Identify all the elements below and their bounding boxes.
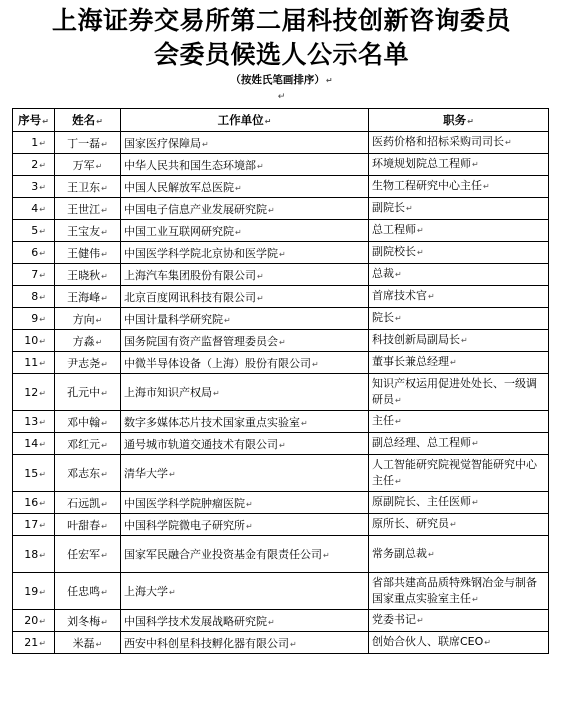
row-no (13, 632, 55, 654)
header-position-label: 职务 (443, 113, 467, 127)
row-position (369, 492, 549, 514)
row-unit-text: 中国医学科学院北京协和医学院 (124, 246, 278, 260)
row-position-text: 主任 (372, 414, 394, 427)
row-no (13, 514, 55, 536)
paragraph-mark-icon: ↵ (279, 440, 286, 450)
paragraph-mark-icon: ↵ (39, 469, 46, 479)
document-title-line-2: 会委员候选人公示名单 (153, 40, 409, 69)
row-name-text: 方向 (72, 312, 95, 326)
paragraph-mark-icon: ↵ (39, 271, 46, 280)
paragraph-mark-icon: ↵ (224, 315, 231, 325)
row-position (369, 264, 549, 286)
row-unit (121, 411, 369, 433)
paragraph-mark-icon: ↵ (417, 226, 424, 235)
row-position-text: 创始合伙人、联席CEO (372, 635, 484, 648)
row-unit (121, 308, 369, 330)
table-row (13, 308, 549, 330)
row-no (13, 411, 55, 433)
paragraph-mark-icon: ↵ (483, 182, 490, 191)
paragraph-mark-icon: ↵ (95, 337, 103, 347)
candidate-table-body (13, 132, 549, 654)
row-name (55, 492, 121, 514)
row-no (13, 536, 55, 573)
row-unit-text: 清华大学 (124, 467, 168, 480)
paragraph-mark-icon: ↵ (39, 440, 46, 449)
table-row (13, 573, 549, 610)
row-position-text: 科技创新局副局长 (372, 333, 460, 346)
paragraph-mark-icon: ↵ (505, 138, 512, 147)
row-unit-text: 西安中科创星科技孵化器有限公司 (124, 636, 289, 650)
paragraph-mark-icon: ↵ (39, 161, 46, 170)
row-unit-text: 国家军民融合产业投资基金有限责任公司 (124, 548, 322, 561)
row-position-text: 副院校长 (372, 245, 416, 258)
row-name-text: 方淼 (72, 334, 95, 348)
row-unit-text: 上海大学 (124, 585, 168, 598)
row-name (55, 455, 121, 492)
paragraph-mark-icon: ↵ (42, 117, 49, 126)
paragraph-mark-icon: ↵ (417, 248, 424, 257)
row-position (369, 154, 549, 176)
header-unit-label: 工作单位 (217, 113, 264, 127)
paragraph-mark-icon: ↵ (395, 476, 402, 486)
paragraph-mark-icon: ↵ (39, 249, 46, 258)
row-name-text: 任宏军 (67, 548, 101, 561)
paragraph-mark-icon: ↵ (301, 418, 308, 428)
row-name (55, 330, 121, 352)
row-name (55, 632, 121, 654)
header-no (13, 109, 55, 132)
row-no-text: 16 (24, 496, 39, 509)
table-row (13, 352, 549, 374)
paragraph-mark-icon: ↵ (279, 337, 286, 347)
row-name (55, 308, 121, 330)
paragraph-mark-icon: ↵ (467, 117, 474, 126)
row-unit-text: 中国科学院微电子研究所 (124, 518, 245, 532)
paragraph-mark-icon: ↵ (417, 616, 424, 625)
row-name-text: 王卫东 (67, 180, 101, 194)
row-position (369, 536, 549, 573)
row-no (13, 352, 55, 374)
table-row (13, 132, 549, 154)
paragraph-mark-icon: ↵ (279, 249, 286, 259)
paragraph-mark-icon: ↵ (213, 389, 220, 398)
table-header-row (13, 109, 549, 132)
row-no (13, 610, 55, 632)
paragraph-mark-icon: ↵ (202, 139, 209, 149)
row-no (13, 132, 55, 154)
paragraph-mark-icon: ↵ (406, 204, 413, 213)
row-unit (121, 264, 369, 286)
row-no-text: 15 (24, 466, 39, 480)
header-name-label: 姓名 (72, 113, 96, 127)
row-name (55, 536, 121, 573)
row-no (13, 573, 55, 610)
table-row (13, 176, 549, 198)
row-unit-text: 国家医疗保障局 (124, 136, 201, 150)
row-no-text: 8 (31, 290, 39, 303)
row-unit (121, 514, 369, 536)
paragraph-mark-icon: ↵ (39, 337, 46, 346)
paragraph-mark-icon: ↵ (246, 521, 253, 531)
row-name-text: 邓中翰 (67, 415, 101, 429)
row-name (55, 176, 121, 198)
row-name (55, 132, 121, 154)
row-name (55, 198, 121, 220)
paragraph-mark-icon: ↵ (39, 183, 46, 192)
table-row (13, 286, 549, 308)
paragraph-mark-icon: ↵ (257, 293, 264, 303)
paragraph-mark-icon: ↵ (39, 617, 46, 626)
paragraph-mark-icon: ↵ (101, 470, 108, 479)
paragraph-mark-icon: ↵ (395, 314, 402, 323)
paragraph-mark-icon: ↵ (101, 521, 108, 531)
row-position (369, 632, 549, 654)
row-name-text: 王健伟 (67, 246, 101, 260)
paragraph-mark-icon: ↵ (96, 117, 103, 126)
paragraph-mark-icon: ↵ (39, 293, 46, 302)
header-name (55, 109, 121, 132)
row-name-text: 叶甜春 (67, 518, 101, 532)
row-position (369, 176, 549, 198)
paragraph-mark-icon: ↵ (323, 551, 330, 560)
row-unit-text: 中微半导体设备（上海）股份有限公司 (124, 356, 311, 370)
row-unit (121, 198, 369, 220)
table-row (13, 330, 549, 352)
row-position-text: 董事长兼总经理 (372, 355, 449, 368)
row-name (55, 374, 121, 411)
row-unit (121, 610, 369, 632)
paragraph-mark-icon: ↵ (101, 588, 108, 597)
row-no-text: 19 (24, 584, 39, 598)
row-unit-text: 中国医学科学院肿瘤医院 (124, 496, 245, 510)
paragraph-mark-icon: ↵ (428, 549, 435, 559)
paragraph-mark-icon: ↵ (101, 499, 108, 509)
candidate-table (12, 108, 549, 654)
row-name (55, 352, 121, 374)
row-no (13, 154, 55, 176)
paragraph-mark-icon: ↵ (95, 161, 103, 171)
row-unit (121, 433, 369, 455)
paragraph-mark-icon: ↵ (101, 227, 108, 237)
paragraph-mark-icon: ↵ (246, 499, 253, 509)
paragraph-mark-icon: ↵ (101, 440, 108, 450)
table-row (13, 610, 549, 632)
paragraph-mark-icon: ↵ (101, 617, 108, 627)
row-no (13, 492, 55, 514)
paragraph-mark-icon: ↵ (325, 76, 333, 85)
row-name-text: 刘冬梅 (67, 614, 101, 628)
paragraph-mark-icon: ↵ (450, 358, 457, 367)
row-position (369, 308, 549, 330)
row-unit-text: 中国电子信息产业发展研究院 (124, 202, 267, 216)
row-no-text: 2 (31, 158, 39, 171)
paragraph-mark-icon: ↵ (95, 315, 103, 325)
row-unit-text: 上海汽车集团股份有限公司 (124, 268, 256, 282)
row-position-text: 原所长、研究员 (372, 517, 449, 530)
row-position-text: 副院长 (372, 201, 405, 214)
paragraph-mark-icon: ↵ (169, 470, 176, 479)
header-no-label: 序号 (18, 113, 42, 127)
paragraph-mark-icon: ↵ (39, 315, 46, 324)
paragraph-mark-icon: ↵ (101, 418, 108, 428)
row-no (13, 455, 55, 492)
row-position-text: 院长 (372, 311, 394, 324)
row-unit-text: 中国计量科学研究院 (124, 312, 223, 326)
table-row (13, 220, 549, 242)
row-position (369, 132, 549, 154)
paragraph-mark-icon: ↵ (277, 92, 286, 102)
header-position (369, 109, 549, 132)
table-row (13, 433, 549, 455)
paragraph-mark-icon: ↵ (39, 227, 46, 236)
row-name-text: 王晓秋 (67, 268, 101, 282)
row-no (13, 198, 55, 220)
paragraph-mark-icon: ↵ (290, 639, 297, 649)
paragraph-mark-icon: ↵ (472, 160, 479, 169)
document-subtitle (0, 73, 563, 88)
row-name (55, 573, 121, 610)
row-no-text: 11 (24, 356, 39, 369)
row-name-text: 王宝友 (67, 224, 101, 238)
row-no (13, 264, 55, 286)
subtitle-text: （按姓氏笔画排序） (230, 74, 325, 86)
paragraph-mark-icon: ↵ (39, 139, 46, 148)
row-no-text: 21 (24, 636, 39, 649)
table-row (13, 514, 549, 536)
row-no-text: 10 (24, 334, 39, 347)
row-name-text: 米磊 (72, 636, 95, 650)
paragraph-mark-icon: ↵ (461, 336, 468, 345)
row-unit-text: 北京百度网讯科技有限公司 (124, 290, 256, 304)
paragraph-mark-icon: ↵ (312, 359, 319, 369)
paragraph-mark-icon: ↵ (395, 270, 402, 279)
row-name (55, 433, 121, 455)
table-row (13, 492, 549, 514)
paragraph-mark-icon: ↵ (39, 639, 46, 648)
row-unit-text: 中华人民共和国生态环境部 (124, 158, 256, 172)
row-unit (121, 374, 369, 411)
paragraph-mark-icon: ↵ (264, 117, 272, 126)
row-position-text: 常务副总裁 (372, 546, 427, 560)
paragraph-mark-icon: ↵ (484, 638, 491, 647)
table-row (13, 374, 549, 411)
row-no-text: 6 (31, 246, 39, 259)
row-position-text: 人工智能研究院视觉智能研究中心主任 (372, 457, 537, 487)
row-unit (121, 455, 369, 492)
table-row (13, 242, 549, 264)
row-unit-text: 数字多媒体芯片技术国家重点实验室 (124, 415, 300, 429)
row-no (13, 308, 55, 330)
row-unit (121, 632, 369, 654)
table-row (13, 198, 549, 220)
row-unit-text: 中国工业互联网研究院 (124, 224, 234, 238)
row-position (369, 573, 549, 610)
paragraph-mark-icon: ↵ (101, 205, 108, 215)
row-no-text: 4 (31, 202, 39, 215)
row-position (369, 220, 549, 242)
row-no-text: 1 (31, 136, 39, 149)
row-name (55, 411, 121, 433)
row-name-text: 邓红元 (67, 437, 101, 451)
row-unit (121, 536, 369, 573)
row-unit-text: 上海市知识产权局 (124, 386, 212, 399)
row-position-text: 医药价格和招标采购司司长 (372, 135, 504, 148)
paragraph-mark-icon: ↵ (101, 551, 108, 560)
paragraph-mark-icon: ↵ (39, 587, 46, 597)
row-name (55, 242, 121, 264)
row-position-text: 总工程师 (372, 223, 416, 236)
row-position (369, 286, 549, 308)
paragraph-mark-icon: ↵ (95, 639, 103, 649)
paragraph-mark-icon: ↵ (169, 588, 176, 597)
document-title-line-1: 上海证券交易所第二届科技创新咨询委员 (51, 6, 511, 35)
paragraph-mark-icon: ↵ (101, 249, 108, 259)
row-unit (121, 573, 369, 610)
row-name-text: 任忠鸣 (67, 585, 101, 598)
row-position-text: 省部共建高品质特殊钢冶金与制备国家重点实验室主任 (372, 575, 537, 605)
paragraph-mark-icon: ↵ (395, 395, 402, 405)
row-no (13, 286, 55, 308)
row-position-text: 副总经理、总工程师 (372, 436, 471, 449)
row-name-text: 王海峰 (67, 290, 101, 304)
paragraph-mark-icon: ↵ (450, 520, 457, 529)
table-row (13, 154, 549, 176)
paragraph-mark-icon: ↵ (472, 498, 479, 507)
row-name (55, 154, 121, 176)
paragraph-mark-icon: ↵ (428, 292, 435, 301)
paragraph-mark-icon: ↵ (235, 183, 242, 193)
row-position-text: 环境规划院总工程师 (372, 157, 471, 170)
row-no-text: 12 (24, 385, 39, 399)
table-row (13, 411, 549, 433)
row-unit (121, 330, 369, 352)
row-no-text: 17 (24, 518, 39, 531)
row-position-text: 总裁 (372, 267, 394, 280)
row-name-text: 万军 (72, 158, 95, 172)
row-name-text: 石远凯 (67, 496, 101, 510)
row-no-text: 5 (31, 224, 39, 237)
row-name (55, 514, 121, 536)
row-position-text: 知识产权运用促进处处长、一级调研员 (372, 376, 537, 406)
row-unit (121, 220, 369, 242)
row-position-text: 首席技术官 (372, 289, 427, 302)
paragraph-mark-icon: ↵ (257, 161, 264, 171)
row-position (369, 198, 549, 220)
row-position (369, 514, 549, 536)
row-name-text: 尹志尧 (67, 356, 101, 370)
row-unit (121, 132, 369, 154)
paragraph-mark-icon: ↵ (101, 359, 108, 369)
paragraph-mark-icon: ↵ (39, 205, 46, 214)
row-unit-text: 中国科学技术发展战略研究院 (124, 614, 267, 628)
row-no-text: 3 (31, 180, 39, 193)
row-unit-text: 通号城市轨道交通技术有限公司 (124, 437, 278, 451)
paragraph-mark-icon: ↵ (268, 617, 275, 627)
row-position (369, 411, 549, 433)
row-position (369, 433, 549, 455)
row-position (369, 610, 549, 632)
row-name-text: 孔元中 (67, 386, 101, 399)
paragraph-mark-icon: ↵ (39, 388, 46, 398)
row-position (369, 242, 549, 264)
row-unit (121, 492, 369, 514)
row-unit-text: 国务院国有资产监督管理委员会 (124, 334, 278, 348)
row-name (55, 220, 121, 242)
row-unit (121, 352, 369, 374)
table-row (13, 536, 549, 573)
paragraph-mark-icon: ↵ (39, 521, 46, 530)
paragraph-mark-icon: ↵ (472, 439, 479, 448)
table-row (13, 264, 549, 286)
row-position-text: 党委书记 (372, 613, 416, 626)
paragraph-mark-icon: ↵ (395, 417, 402, 426)
header-unit (121, 109, 369, 132)
paragraph-mark-icon: ↵ (39, 418, 46, 427)
paragraph-mark-icon: ↵ (101, 271, 108, 281)
row-unit (121, 242, 369, 264)
paragraph-mark-icon: ↵ (39, 550, 46, 560)
paragraph-mark-icon: ↵ (257, 271, 264, 281)
paragraph-mark-icon: ↵ (101, 389, 108, 398)
row-no (13, 220, 55, 242)
row-no (13, 433, 55, 455)
row-no (13, 374, 55, 411)
row-name (55, 610, 121, 632)
row-unit (121, 154, 369, 176)
table-row (13, 632, 549, 654)
paragraph-mark-icon: ↵ (39, 499, 46, 508)
row-position (369, 352, 549, 374)
paragraph-mark-icon: ↵ (101, 183, 108, 193)
paragraph-mark-icon: ↵ (101, 139, 108, 149)
row-position (369, 330, 549, 352)
row-no (13, 330, 55, 352)
row-name-text: 邓志东 (67, 467, 101, 480)
row-name (55, 286, 121, 308)
row-no-text: 14 (24, 437, 39, 450)
row-no-text: 7 (31, 268, 39, 281)
paragraph-mark-icon: ↵ (472, 594, 479, 604)
paragraph-mark-icon: ↵ (268, 205, 275, 215)
paragraph-mark-icon: ↵ (235, 227, 242, 237)
row-no (13, 176, 55, 198)
row-no (13, 242, 55, 264)
row-no-text: 9 (31, 312, 39, 325)
row-unit-text: 中国人民解放军总医院 (124, 180, 234, 194)
row-no-text: 20 (24, 614, 39, 627)
row-name-text: 王世江 (67, 202, 101, 216)
row-position-text: 原副院长、主任医师 (372, 495, 471, 508)
row-position-text: 生物工程研究中心主任 (372, 179, 482, 192)
row-no-text: 13 (24, 415, 39, 428)
row-no-text: 18 (24, 547, 39, 561)
row-unit (121, 286, 369, 308)
row-position (369, 374, 549, 411)
table-row (13, 455, 549, 492)
paragraph-mark-icon: ↵ (39, 359, 46, 368)
row-name (55, 264, 121, 286)
row-name-text: 丁一磊 (67, 136, 101, 150)
row-position (369, 455, 549, 492)
paragraph-mark-icon: ↵ (101, 293, 108, 303)
row-unit (121, 176, 369, 198)
